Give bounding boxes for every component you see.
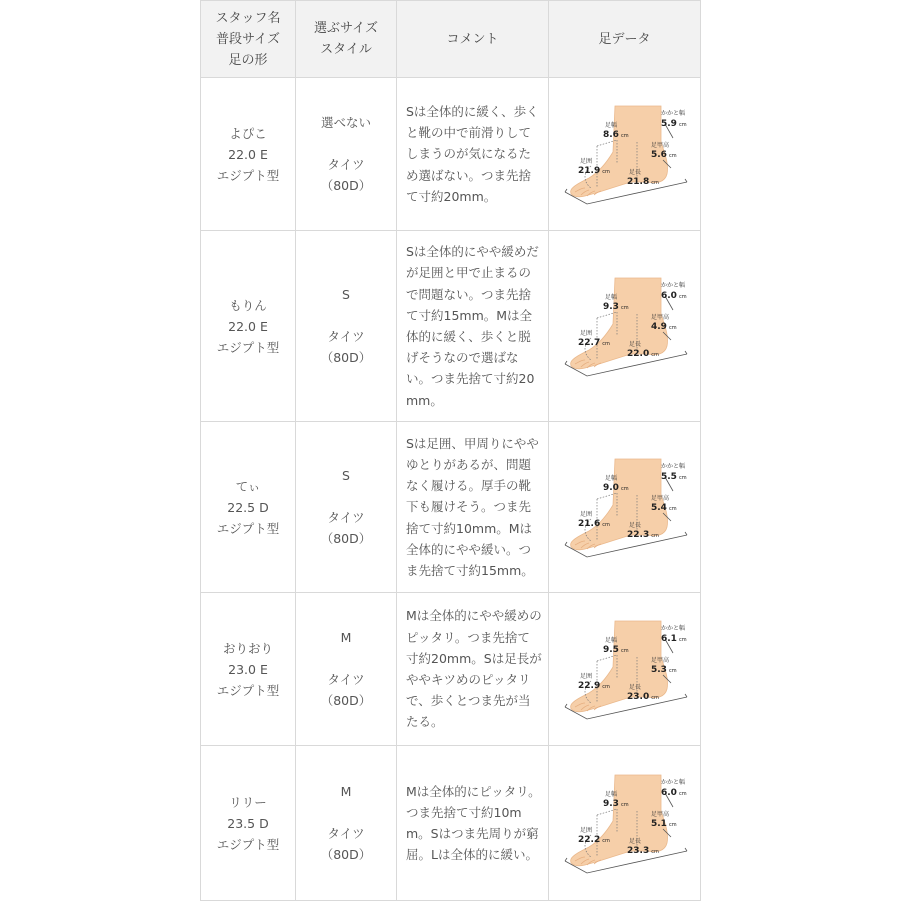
table-row [201, 422, 701, 593]
height-label: 足甲高 [651, 657, 670, 664]
comment-cell: Mは全体的にピッタリ。つま先捨て寸約10mm。Sはつま先周りが窮屈。Lは全体的に緩い。 [397, 746, 549, 901]
foot-diagram [561, 455, 693, 559]
width-label: 足幅 [605, 122, 618, 129]
header-row [201, 1, 701, 78]
style-denier: （80D） [320, 693, 372, 708]
heel-label: かかと幅 [661, 282, 686, 289]
usual-size: 22.0 E [228, 318, 268, 334]
height-label: 足甲高 [651, 495, 670, 502]
comment-cell: Sは全体的に緩く、歩くと靴の中で前滑りしてしまうのが気になるため選ばない。つま先捨て寸約20mm。 [397, 78, 549, 231]
length-label: 足長 [629, 522, 642, 529]
length-label: 足長 [629, 169, 642, 176]
header-foot-data: 足データ [549, 1, 701, 78]
width-value: 9.0 cm [603, 483, 629, 493]
comment-cell: Mは全体的にやや緩めのピッタリ。つま先捨て寸約20mm。Sは足長がややキツめのピッタリで、歩くとつま先が当たる。 [397, 593, 549, 746]
girth-value: 21.9 cm [578, 166, 610, 176]
staff-name: リリー [229, 794, 267, 810]
length-value: 22.0 cm [627, 349, 659, 359]
foot-data-cell [549, 746, 701, 901]
foot-data-cell [549, 231, 701, 422]
width-label: 足幅 [605, 294, 618, 301]
size-cell [296, 78, 397, 231]
girth-label: 足囲 [580, 673, 593, 680]
heel-value: 5.9 cm [661, 119, 687, 129]
style-denier: （80D） [320, 847, 372, 862]
width-value: 9.3 cm [603, 799, 629, 809]
style-denier: （80D） [320, 350, 372, 365]
foot-data-cell [549, 593, 701, 746]
foot-diagram [561, 102, 693, 206]
style-name: タイツ [327, 672, 365, 687]
chosen-size: M [340, 784, 352, 799]
heel-label: かかと幅 [661, 110, 686, 117]
height-value: 5.1 cm [651, 819, 677, 829]
header-staff [201, 1, 296, 78]
width-value: 8.6 cm [603, 130, 629, 140]
style-denier: （80D） [320, 531, 372, 546]
girth-label: 足囲 [580, 827, 593, 834]
chosen-size: 選べない [320, 115, 371, 130]
usual-size: 22.5 D [227, 499, 269, 515]
height-value: 5.4 cm [651, 503, 677, 513]
table-row [201, 746, 701, 901]
heel-value: 6.0 cm [661, 291, 687, 301]
foot-shape: エジプト型 [216, 520, 280, 536]
width-label: 足幅 [605, 791, 618, 798]
size-cell [296, 746, 397, 901]
width-label: 足幅 [605, 475, 618, 482]
height-label: 足甲高 [651, 811, 670, 818]
length-value: 23.0 cm [627, 692, 659, 702]
foot-diagram [561, 771, 693, 875]
foot-data-cell [549, 78, 701, 231]
foot-shape: エジプト型 [216, 836, 280, 852]
heel-value: 6.0 cm [661, 788, 687, 798]
header-staff-line: スタッフ名 [215, 10, 281, 26]
table-row [201, 78, 701, 231]
staff-name: てぃ [235, 478, 261, 494]
heel-label: かかと幅 [661, 779, 686, 786]
size-review-table [200, 0, 701, 901]
foot-data-cell [549, 422, 701, 593]
heel-value: 5.5 cm [661, 472, 687, 482]
height-value: 4.9 cm [651, 322, 677, 332]
staff-cell [201, 231, 296, 422]
length-value: 21.8 cm [627, 177, 659, 187]
comment-cell: Sは足囲、甲周りにややゆとりがあるが、問題なく履ける。厚手の靴下も履けそう。つま先捨て寸約10mm。Mは全体的にやや緩い。つま先捨て寸約15mm。 [397, 422, 549, 593]
foot-shape: エジプト型 [216, 339, 280, 355]
staff-name: おりおり [222, 640, 273, 656]
usual-size: 23.0 E [228, 661, 268, 677]
staff-cell [201, 593, 296, 746]
length-label: 足長 [629, 684, 642, 691]
style-name: タイツ [327, 510, 365, 525]
usual-size: 23.5 D [227, 815, 269, 831]
foot-shape: エジプト型 [216, 167, 280, 183]
table-row [201, 231, 701, 422]
height-label: 足甲高 [651, 314, 670, 321]
height-value: 5.3 cm [651, 665, 677, 675]
size-cell [296, 231, 397, 422]
girth-value: 22.7 cm [578, 338, 610, 348]
chosen-size: M [340, 630, 352, 645]
length-value: 23.3 cm [627, 846, 659, 856]
header-comment: コメント [397, 1, 549, 78]
table-row [201, 593, 701, 746]
staff-cell [201, 422, 296, 593]
style-name: タイツ [327, 329, 365, 344]
foot-diagram [561, 617, 693, 721]
style-name: タイツ [327, 157, 365, 172]
heel-label: かかと幅 [661, 625, 686, 632]
chosen-size: S [342, 468, 350, 483]
girth-label: 足囲 [580, 158, 593, 165]
usual-size: 22.0 E [228, 146, 268, 162]
staff-name: もりん [229, 297, 267, 313]
header-size-line: 選ぶサイズ [314, 21, 378, 36]
header-staff-line: 普段サイズ [216, 31, 280, 47]
size-cell [296, 422, 397, 593]
width-label: 足幅 [605, 637, 618, 644]
girth-value: 21.6 cm [578, 519, 610, 529]
girth-value: 22.9 cm [578, 681, 610, 691]
foot-diagram [561, 274, 693, 378]
heel-label: かかと幅 [661, 463, 686, 470]
length-value: 22.3 cm [627, 530, 659, 540]
length-label: 足長 [629, 341, 642, 348]
girth-value: 22.2 cm [578, 835, 610, 845]
style-denier: （80D） [320, 178, 372, 193]
width-value: 9.3 cm [603, 302, 629, 312]
foot-shape: エジプト型 [216, 682, 280, 698]
staff-cell [201, 746, 296, 901]
height-label: 足甲高 [651, 142, 670, 149]
staff-cell [201, 78, 296, 231]
girth-label: 足囲 [580, 330, 593, 337]
staff-name: よぴこ [229, 125, 267, 141]
width-value: 9.5 cm [603, 645, 629, 655]
girth-label: 足囲 [580, 511, 593, 518]
comment-cell: Sは全体的にやや緩めだが足囲と甲で止まるので問題ない。つま先捨て寸約15mm。Mは全体的に緩く、歩くと脱げそうなので選ばない。つま先捨て寸約20mm。 [397, 231, 549, 422]
heel-value: 6.1 cm [661, 634, 687, 644]
length-label: 足長 [629, 838, 642, 845]
style-name: タイツ [327, 826, 365, 841]
header-size [296, 1, 397, 78]
size-cell [296, 593, 397, 746]
chosen-size: S [342, 287, 350, 302]
header-staff-line: 足の形 [228, 52, 268, 68]
header-size-line: スタイル [320, 42, 372, 57]
height-value: 5.6 cm [651, 150, 677, 160]
